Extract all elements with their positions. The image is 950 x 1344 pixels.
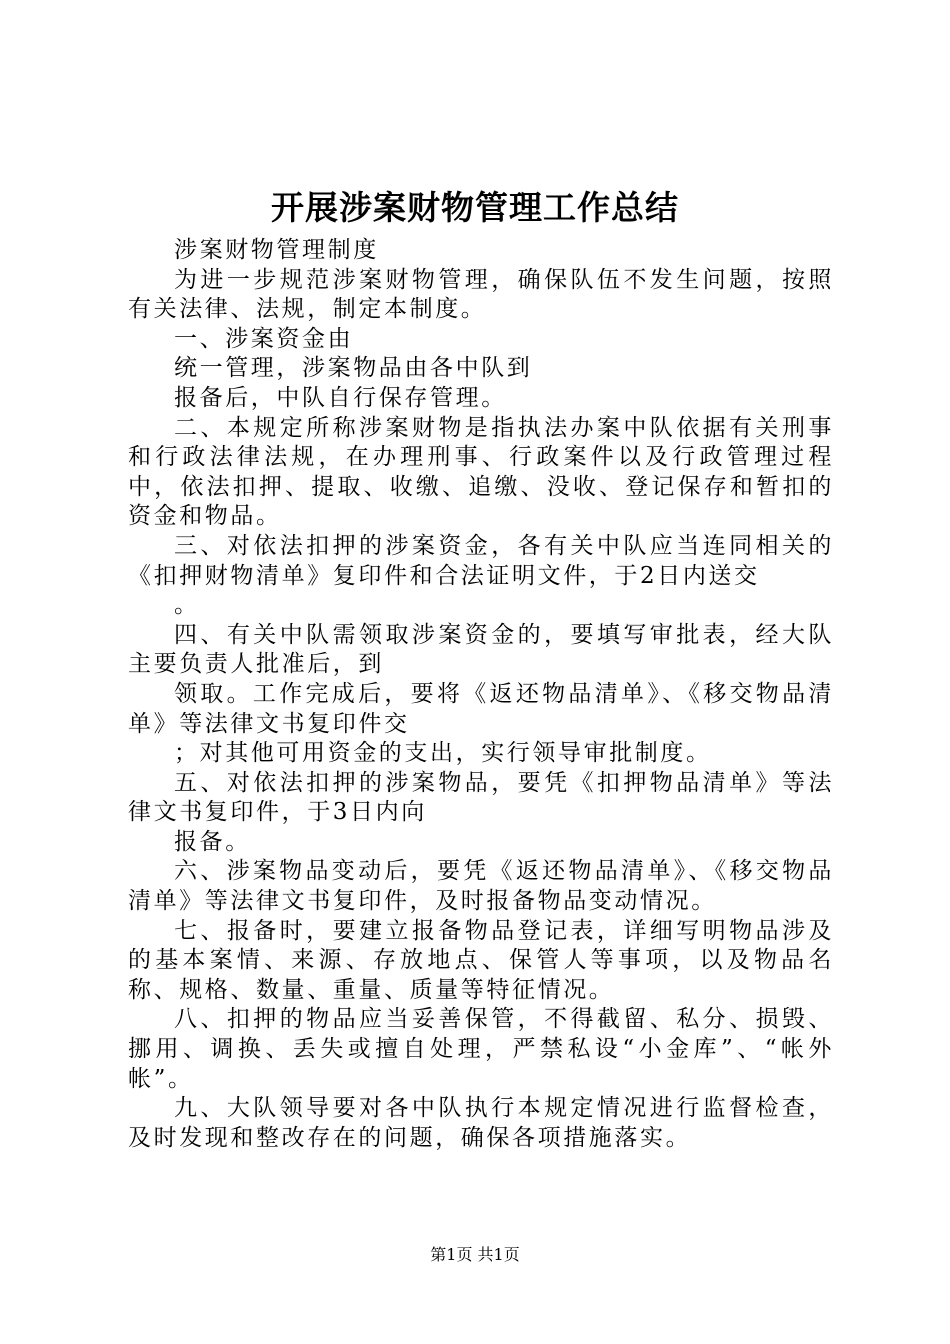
paragraph-item-8: 八、扣押的物品应当妥善保管，不得截留、私分、损毁、挪用、调换、丢失或擅自处理，严禁私设“小金库”、“帐外帐”。 [128, 1006, 834, 1092]
paragraph-item-4b: 领取。工作完成后，要将《返还物品清单》、《移交物品清单》等法律文书复印件交 [128, 680, 834, 737]
paragraph-item-9: 九、大队领导要对各中队执行本规定情况进行监督检查，及时发现和整改存在的问题，确保各项措施落实。 [128, 1095, 834, 1151]
paragraph-item-3b: 。 [174, 592, 200, 619]
paragraph-item-6: 六、涉案物品变动后，要凭《返还物品清单》、《移交物品清单》等法律文书复印件，及时报备物品变动情况。 [128, 858, 834, 915]
paragraph-item-1a: 一、涉案资金由 [174, 325, 354, 352]
document-title: 开展涉案财物管理工作总结 [271, 188, 679, 227]
page-number-footer: 第1页 共1页 [430, 1245, 520, 1264]
paragraph-item-4a: 四、有关中队需领取涉案资金的，要填写审批表，经大队主要负责人批准后，到 [128, 621, 834, 678]
paragraph-item-5b: 报备。 [174, 828, 251, 855]
paragraph-intro: 为进一步规范涉案财物管理，确保队伍不发生问题，按照有关法律、法规，制定本制度。 [128, 266, 834, 323]
paragraph-item-1c: 报备后，中队自行保存管理。 [174, 384, 507, 411]
paragraph-item-4c: ；对其他可用资金的支出，实行领导审批制度。 [174, 740, 712, 767]
paragraph-item-2: 二、本规定所称涉案财物是指执法办案中队依据有关刑事和行政法律法规，在办理刑事、行政案件以及行政管理过程中，依法扣押、提取、收缴、追缴、没收、登记保存和暂扣的资金和物品。 [128, 414, 834, 530]
paragraph-item-3a: 三、对依法扣押的涉案资金，各有关中队应当连同相关的《扣押财物清单》复印件和合法证明文件，于2日内送交 [128, 532, 834, 589]
paragraph-item-7: 七、报备时，要建立报备物品登记表，详细写明物品涉及的基本案情、来源、存放地点、保管人等事项，以及物品名称、规格、数量、重量、质量等特征情况。 [128, 917, 834, 1003]
paragraph-item-1b: 统一管理，涉案物品由各中队到 [174, 355, 533, 382]
paragraph-item-5a: 五、对依法扣押的涉案物品，要凭《扣押物品清单》等法律文书复印件，于3日内向 [128, 769, 834, 826]
paragraph-heading: 涉案财物管理制度 [174, 237, 379, 263]
document-body [128, 236, 834, 1153]
